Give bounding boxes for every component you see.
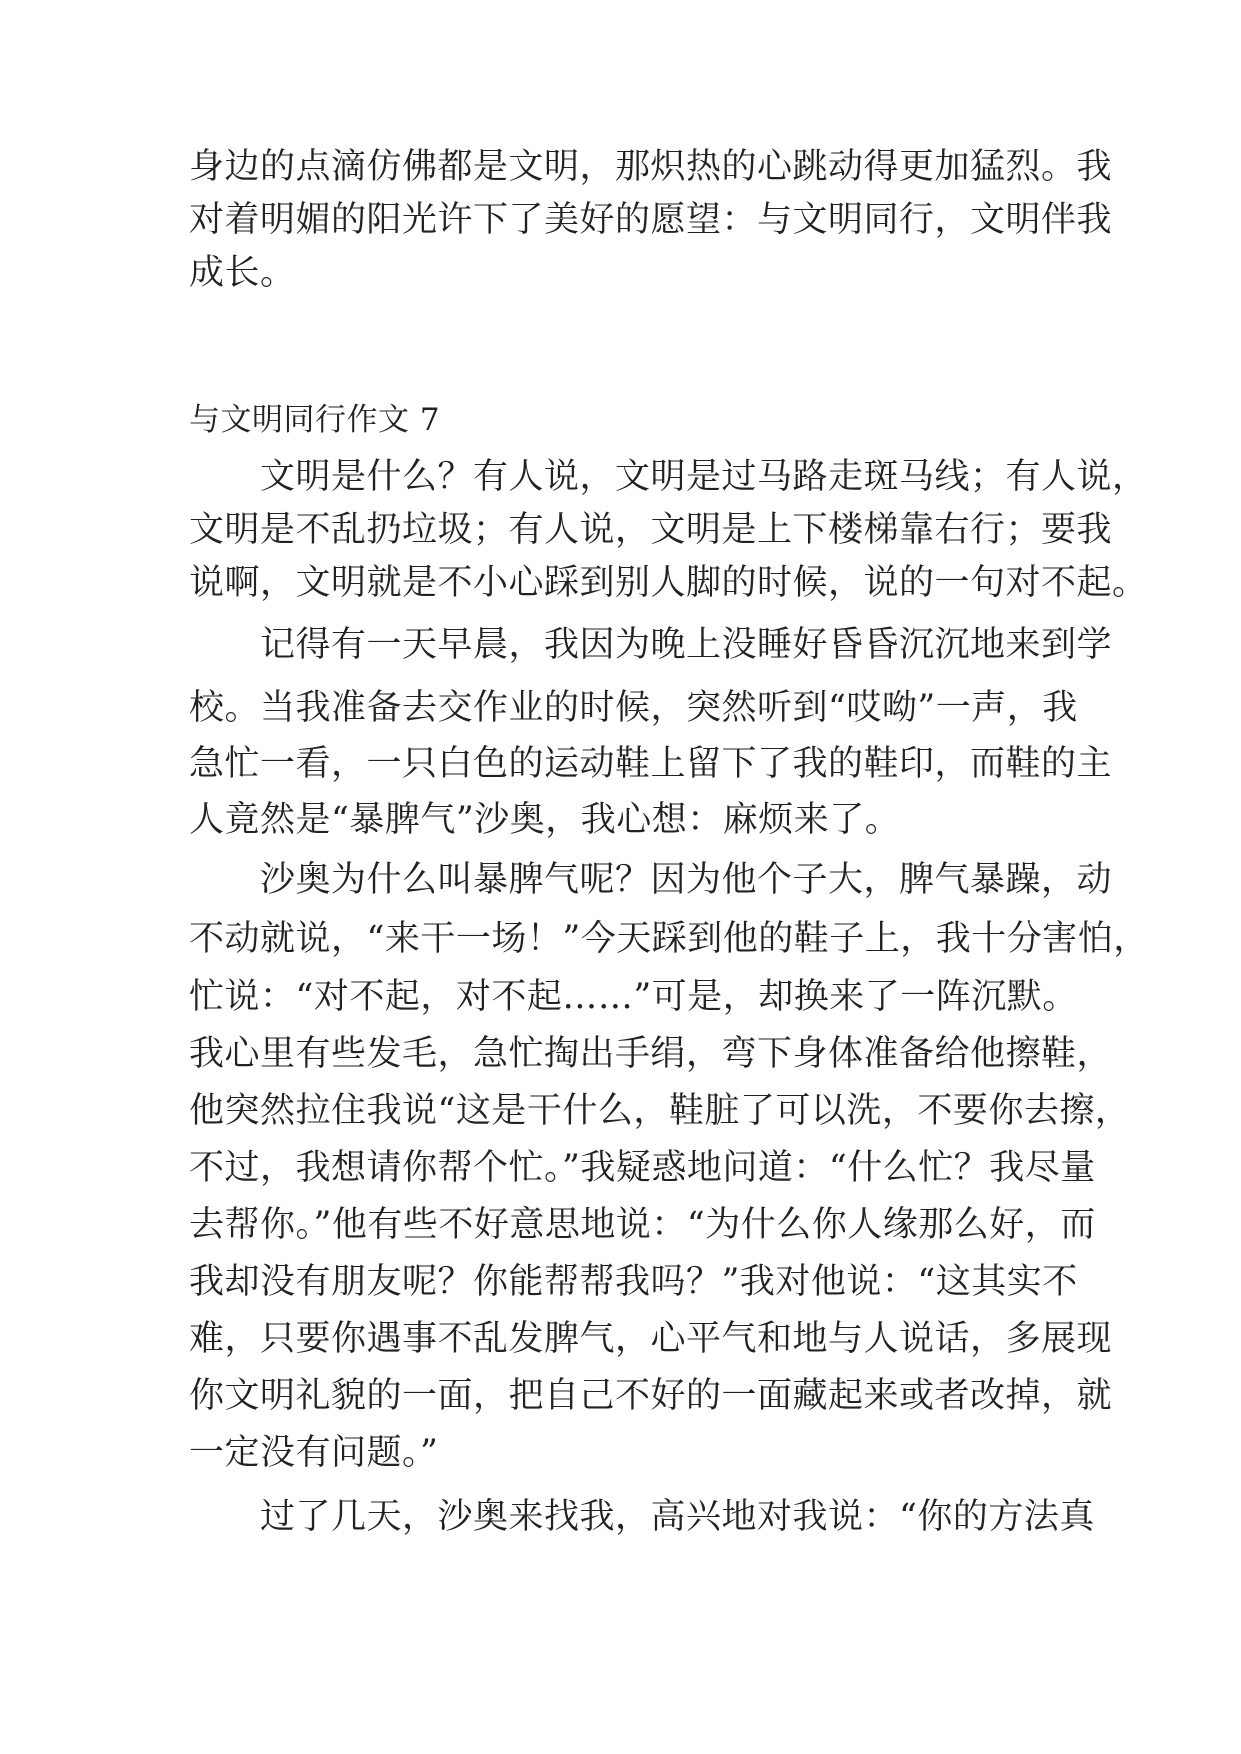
body-line: 不动就说，“来干一场！”今天踩到他的鞋子上，我十分害怕， bbox=[189, 919, 1149, 959]
body-line: 去帮你。”他有些不好意思地说：“为什么你人缘那么好，而 bbox=[189, 1205, 1096, 1245]
body-line: 我却没有朋友呢？你能帮帮我吗？”我对他说：“这其实不 bbox=[189, 1262, 1078, 1302]
body-line: 过了几天，沙奥来找我，高兴地对我说：“你的方法真 bbox=[189, 1497, 1095, 1537]
body-line: 他突然拉住我说“这是干什么，鞋脏了可以洗，不要你去擦， bbox=[189, 1091, 1131, 1131]
intro-line: 身边的点滴仿佛都是文明，那炽热的心跳动得更加猛烈。我 bbox=[189, 147, 1113, 187]
body-line: 你文明礼貌的一面，把自己不好的一面藏起来或者改掉，就 bbox=[189, 1376, 1113, 1416]
body-line: 难，只要你遇事不乱发脾气，心平气和地与人说话，多展现 bbox=[189, 1319, 1113, 1359]
intro-line: 成长。 bbox=[189, 253, 296, 293]
body-line: 说啊，文明就是不小心踩到别人脚的时候，说的一句对不起。 bbox=[189, 563, 1148, 603]
body-line: 校。当我准备去交作业的时候，突然听到“哎呦”一声，我 bbox=[189, 688, 1078, 728]
body-line: 沙奥为什么叫暴脾气呢？因为他个子大，脾气暴躁，动 bbox=[189, 860, 1113, 900]
intro-line: 对着明媚的阳光许下了美好的愿望：与文明同行，文明伴我 bbox=[189, 200, 1113, 240]
body-line: 一定没有问题。” bbox=[189, 1433, 439, 1473]
body-line: 记得有一天早晨，我因为晚上没睡好昏昏沉沉地来到学 bbox=[189, 625, 1113, 665]
body-line: 不过，我想请你帮个忙。”我疑惑地问道：“什么忙？我尽量 bbox=[189, 1148, 1096, 1188]
body-line: 人竟然是“暴脾气”沙奥，我心想：麻烦来了。 bbox=[189, 800, 901, 840]
body-line: 急忙一看，一只白色的运动鞋上留下了我的鞋印，而鞋的主 bbox=[189, 744, 1113, 784]
section-title: 与文明同行作文 7 bbox=[189, 402, 441, 438]
body-line: 忙说：“对不起，对不起……”可是，却换来了一阵沉默。 bbox=[189, 977, 1078, 1017]
body-line: 文明是不乱扔垃圾；有人说，文明是上下楼梯靠右行；要我 bbox=[189, 510, 1113, 550]
body-line: 我心里有些发毛，急忙掏出手绢，弯下身体准备给他擦鞋， bbox=[189, 1034, 1113, 1074]
body-line: 文明是什么？有人说，文明是过马路走斑马线；有人说， bbox=[189, 457, 1148, 497]
